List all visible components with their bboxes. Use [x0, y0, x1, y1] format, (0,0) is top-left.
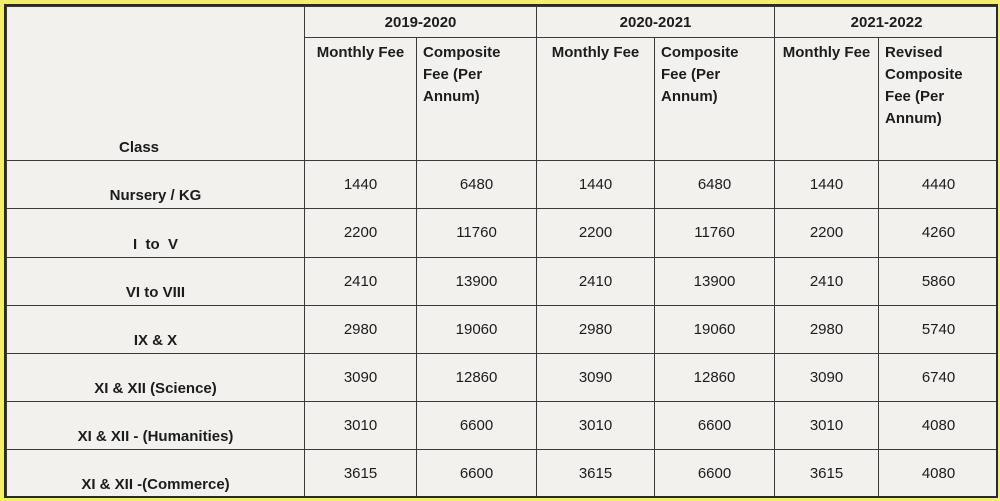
- fee-cell: 13900: [655, 257, 775, 305]
- fee-cell: 2200: [305, 209, 417, 257]
- class-cell: VI to VIII: [7, 257, 305, 305]
- fee-cell: 6480: [655, 161, 775, 209]
- fee-cell: 1440: [775, 161, 879, 209]
- fee-cell: 2980: [537, 305, 655, 353]
- table-row: [7, 353, 999, 401]
- fee-cell: 3010: [775, 401, 879, 449]
- table-row: [7, 257, 999, 305]
- year-header-2019-2020: 2019-2020: [305, 7, 537, 38]
- fee-cell: 11760: [417, 209, 537, 257]
- year-header-2021-2022: 2021-2022: [775, 7, 998, 38]
- fee-cell: 4080: [879, 401, 998, 449]
- monthly-fee-header: Monthly Fee: [775, 38, 879, 161]
- fee-table: [6, 6, 998, 498]
- monthly-fee-header: Monthly Fee: [305, 38, 417, 161]
- table-row: [7, 305, 999, 353]
- fee-cell: 5860: [879, 257, 998, 305]
- composite-fee-header: Composite Fee (Per Annum): [417, 38, 537, 161]
- fee-cell: 2410: [775, 257, 879, 305]
- class-cell: IX & X: [7, 305, 305, 353]
- fee-cell: 2410: [537, 257, 655, 305]
- table-row: [7, 209, 999, 257]
- fee-cell: 3010: [305, 401, 417, 449]
- fee-cell: 6600: [655, 401, 775, 449]
- fee-cell: 6740: [879, 353, 998, 401]
- fee-cell: 3615: [305, 449, 417, 497]
- fee-cell: 2200: [775, 209, 879, 257]
- monthly-fee-header: Monthly Fee: [537, 38, 655, 161]
- table-row: [7, 401, 999, 449]
- fee-cell: 6480: [417, 161, 537, 209]
- class-column-header: Class: [7, 7, 305, 161]
- class-cell: XI & XII - (Humanities): [7, 401, 305, 449]
- fee-cell: 19060: [655, 305, 775, 353]
- fee-cell: 1440: [305, 161, 417, 209]
- table-row: [7, 449, 999, 497]
- fee-cell: 12860: [655, 353, 775, 401]
- fee-cell: 3090: [305, 353, 417, 401]
- year-header-row: [7, 7, 999, 38]
- fee-cell: 4440: [879, 161, 998, 209]
- fee-cell: 2410: [305, 257, 417, 305]
- fee-cell: 2200: [537, 209, 655, 257]
- revised-composite-fee-header: Revised Composite Fee (Per Annum): [879, 38, 998, 161]
- fee-structure-document: [4, 4, 998, 498]
- fee-cell: 3090: [537, 353, 655, 401]
- class-cell: Nursery / KG: [7, 161, 305, 209]
- fee-cell: 4260: [879, 209, 998, 257]
- fee-cell: 12860: [417, 353, 537, 401]
- fee-cell: 19060: [417, 305, 537, 353]
- fee-cell: 2980: [305, 305, 417, 353]
- class-cell: XI & XII (Science): [7, 353, 305, 401]
- fee-cell: 6600: [417, 401, 537, 449]
- fee-cell: 6600: [655, 449, 775, 497]
- fee-cell: 3090: [775, 353, 879, 401]
- fee-cell: 3615: [537, 449, 655, 497]
- fee-cell: 5740: [879, 305, 998, 353]
- fee-cell: 3010: [537, 401, 655, 449]
- fee-cell: 4080: [879, 449, 998, 497]
- fee-cell: 13900: [417, 257, 537, 305]
- table-row: [7, 161, 999, 209]
- composite-fee-header: Composite Fee (Per Annum): [655, 38, 775, 161]
- fee-cell: 3615: [775, 449, 879, 497]
- fee-cell: 11760: [655, 209, 775, 257]
- fee-cell: 6600: [417, 449, 537, 497]
- fee-cell: 2980: [775, 305, 879, 353]
- fee-cell: 1440: [537, 161, 655, 209]
- class-cell: I to V: [7, 209, 305, 257]
- class-cell: XI & XII -(Commerce): [7, 449, 305, 497]
- year-header-2020-2021: 2020-2021: [537, 7, 775, 38]
